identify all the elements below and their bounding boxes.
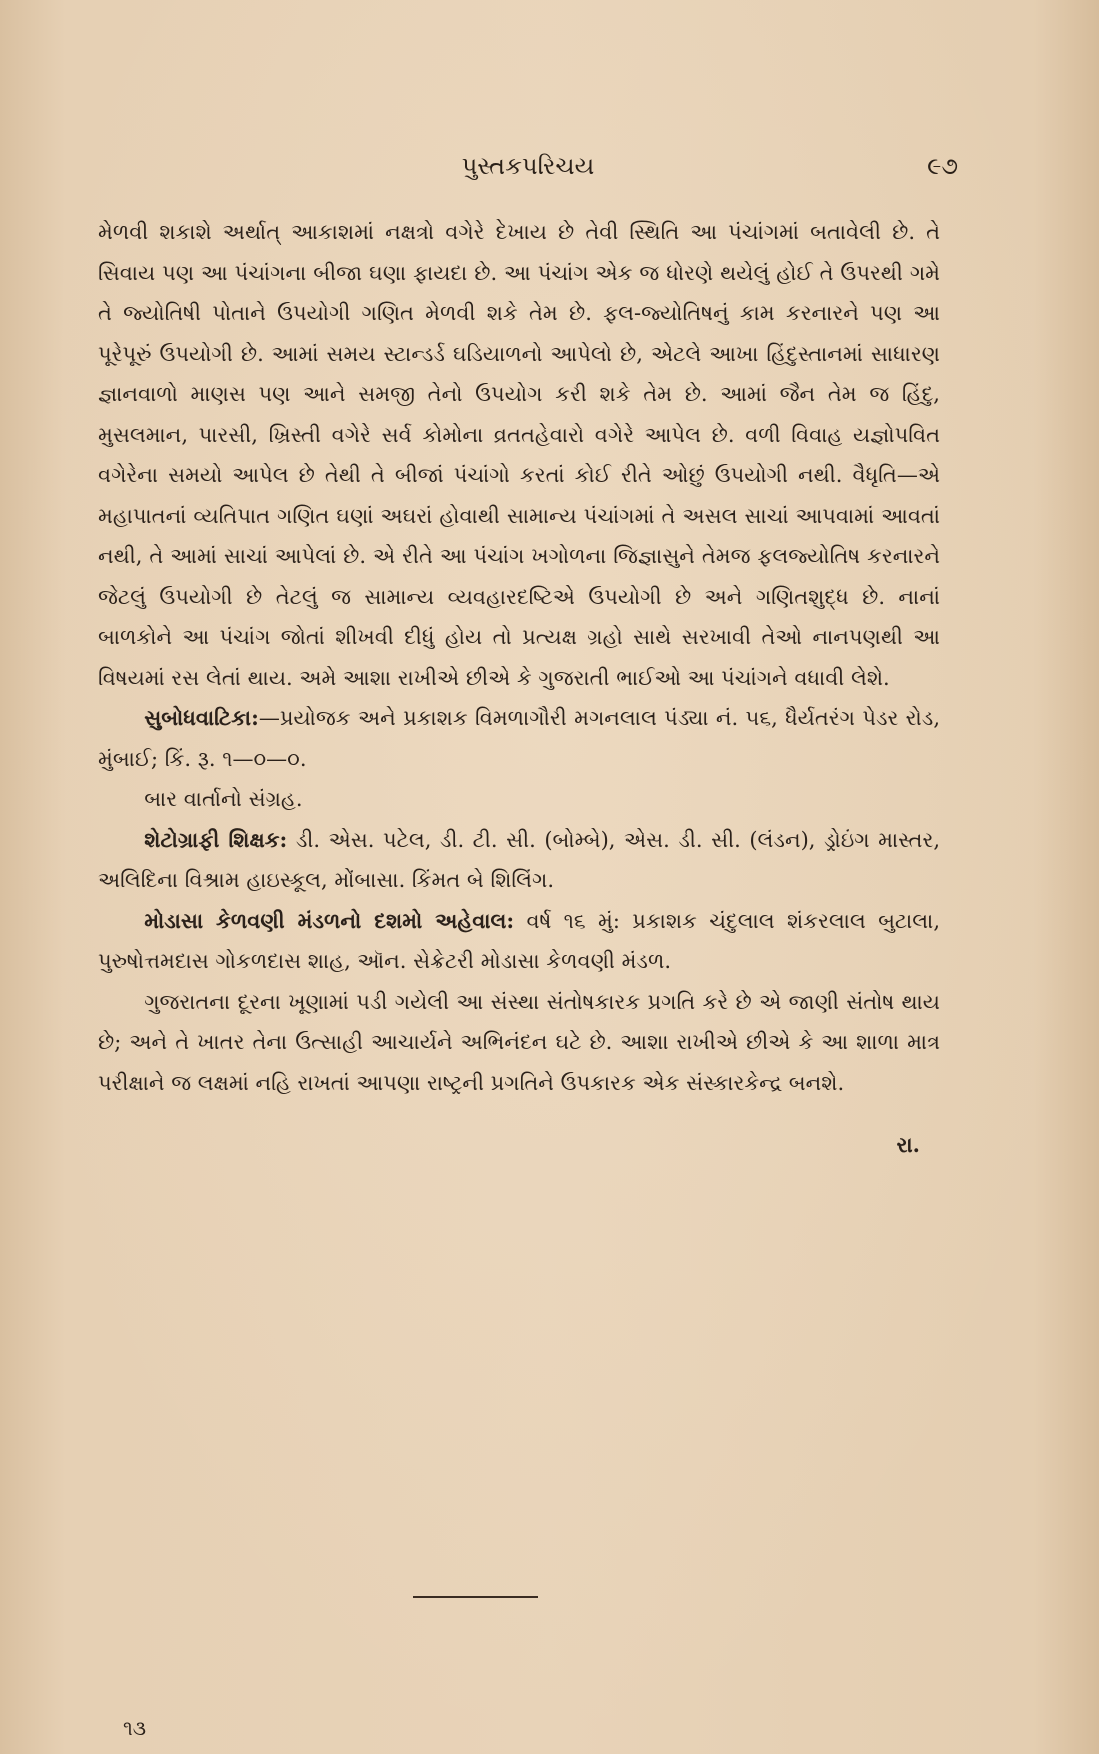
entry-title: મોડાસા કેળવણી મંડળનો દશમો અહેવાલ:: [144, 907, 515, 933]
entry-title: શેટોગ્રાફી શિક્ષક:: [144, 826, 288, 852]
page-header: [98, 152, 958, 188]
entry-details: વર્ષ ૧૬ મું: પ્રકાશક ચંદુલાલ શંકરલાલ બુટાલા, પુરુષોત્તમદાસ ગોકળદાસ શાહ, ઑન. સેક્રેટરી મોડાસા કેળવણી મંડળ.: [98, 908, 940, 973]
entry-details: ડી. એસ. પટેલ, ડી. ટી. સી. (બોમ્બે), એસ. ડી. સી. (લંડન), ડ્રોઇંગ માસ્તર, અલિદિના વિશ્રામ હાઇસ્કૂલ, મોંબાસા. કિંમત બે શિલિંગ.: [98, 827, 941, 892]
section-divider: [413, 1596, 538, 1598]
running-title: પુસ્તકપરિચય: [461, 152, 595, 180]
entry-subodhvatika: [98, 698, 940, 779]
entry-title: સુબોધવાટિકા:: [144, 705, 259, 730]
reviewer-signoff: રા.: [896, 1132, 920, 1157]
paragraph-story-collection: બાર વાર્તાનો સંગ્રહ.: [144, 787, 303, 811]
entry-details: —પ્રયોજક અને પ્રકાશક વિમળાગૌરી મગનલાલ પંડ્યા નં. ૫૬, ધૈર્યતરંગ પેડર રોડ, મુંબાઈ; કિં. રૂ. ૧—૦—૦.: [98, 706, 940, 771]
paragraph-modasa-review: ગુજરાતના દૂરના ખૂણામાં પડી ગયેલી આ સંસ્થા સંતોષકારક પ્રગતિ કરે છે એ જાણી સંતોષ થાય છે; અને તે ખાતર તેના ઉત્સાહી આચાર્યને અભિનંદન ઘટે છે. આશા રાખીએ છીએ કે આ શાળા માત્ર પરીક્ષાને જ લક્ષમાં નહિ રાખતાં આપણા રાષ્ટ્રની પ્રગતિને ઉપકારક એક સંસ્કારકેન્દ્ર બનશે.: [98, 989, 940, 1095]
paragraph-panchang-review: મેળવી શકાશે અર્થાત્ આકાશમાં નક્ષત્રો વગેરે દેખાય છે તેવી સ્થિતિ આ પંચાંગમાં બતાવેલી છે. તે સિવાય પણ આ પંચાંગના બીજા ઘણા ફાયદા છે. આ પંચાંગ એક જ ધોરણે થયેલું હોઈ તે ઉપરથી ગમે તે જ્યોતિષી પોતાને ઉપયોગી ગણિત મેળવી શકે તેમ છે. ફલ-જ્યોતિષનું કામ કરનારને પણ આ પૂરેપૂરું ઉપયોગી છે. આમાં સમય સ્ટાન્ડર્ડ ઘડિયાળનો આપેલો છે, એટલે આખા હિંદુસ્તાનમાં સાધારણ જ્ઞાનવાળો માણસ પણ આને સમજી તેનો ઉપયોગ કરી શકે તેમ છે. આમાં જૈન તેમ જ હિંદુ, મુસલમાન, પારસી, ખ્રિસ્તી વગેરે સર્વ કોમોના વ્રતતહેવારો વગેરે આપેલ છે. વળી વિવાહ યજ્ઞોપવિત વગેરેના સમયો આપેલ છે તેથી તે બીજાં પંચાંગો કરતાં કોઈ રીતે ઓછું ઉપયોગી નથી. વૈધૃતિ—એ મહાપાતનાં વ્યતિપાત ગણિત ઘણાં અઘરાં હોવાથી સામાન્ય પંચાંગમાં તે અસલ સાચાં આપવામાં આવતાં નથી, તે આમાં સાચાં આપેલાં છે. એ રીતે આ પંચાંગ ખગોળના જિજ્ઞાસુને તેમજ ફલજ્યોતિષ કરનારને જેટલું ઉપયોગી છે તેટલું જ સામાન્ય વ્યવહારદષ્ટિએ ઉપયોગી છે અને ગણિતશુદ્ધ છે. નાનાં બાળકોને આ પંચાંગ જોતાં શીખવી દીધું હોય તો પ્રત્યક્ષ ગ્રહો સાથે સરખાવી તેઓ નાનપણથી આ વિષયમાં રસ લેતાં થાય. અમે આશા રાખીએ છીએ કે ગુજરાતી ભાઈઓ આ પંચાંગને વધાવી લેશે.: [98, 220, 940, 690]
body-text: [98, 212, 940, 1166]
footer-page-number: ૧૩: [123, 1716, 147, 1740]
page-number: ૯૭: [927, 152, 958, 180]
entry-stenography-teacher: [98, 820, 940, 901]
entry-modasa-report: [98, 901, 940, 982]
